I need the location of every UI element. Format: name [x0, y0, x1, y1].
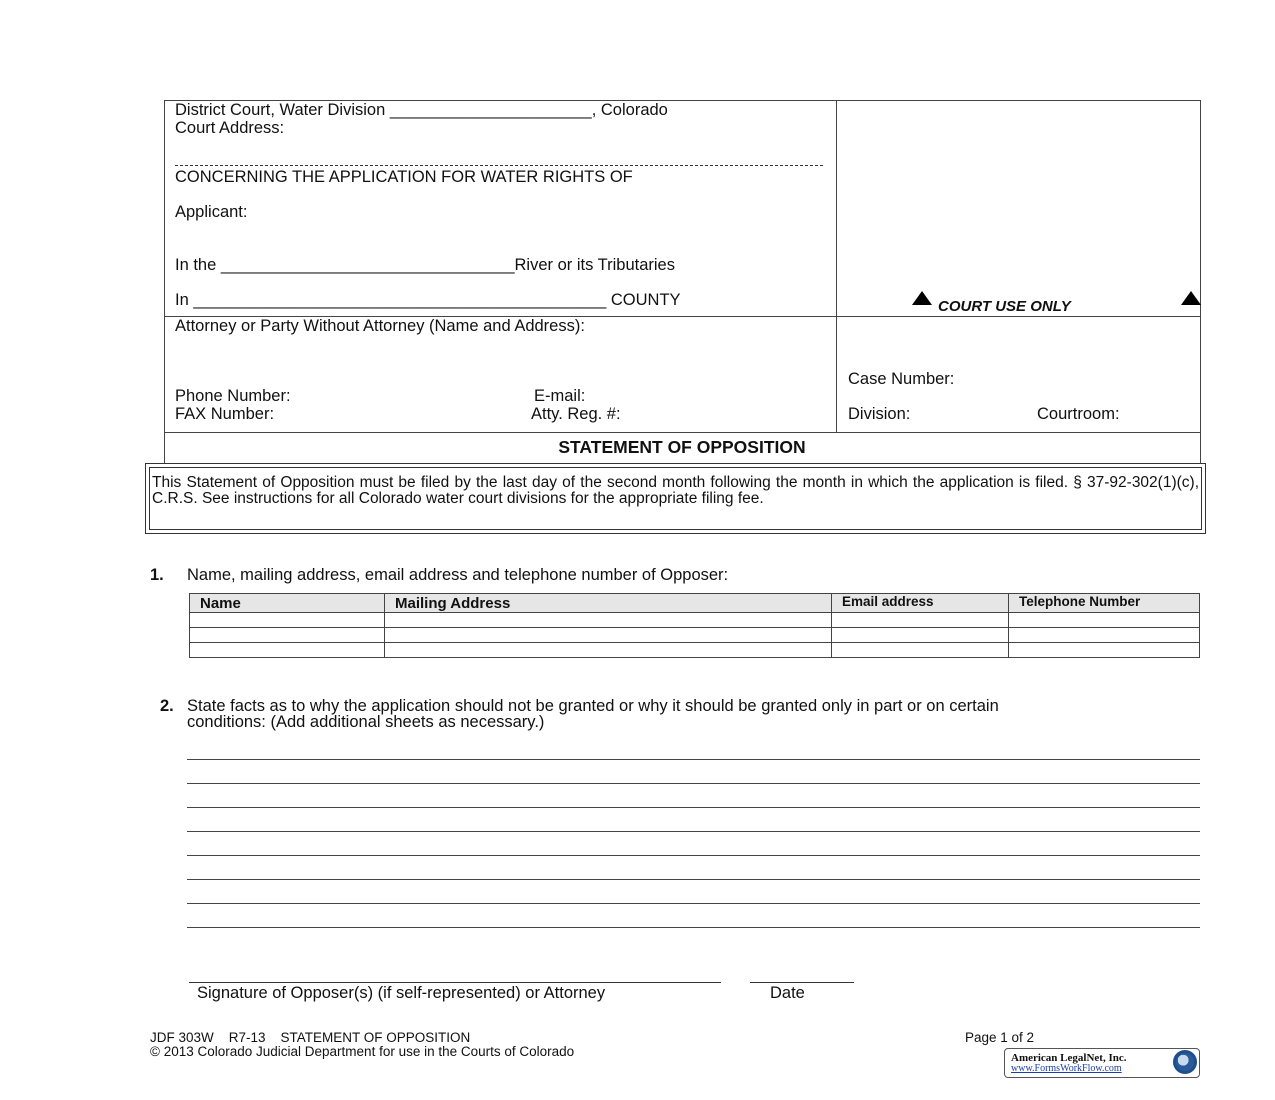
item2-text-line1: State facts as to why the application should not be granted or why it should be granted only in part or on certain — [187, 697, 999, 715]
signature-label: Signature of Opposer(s) (if self-represented) or Attorney — [197, 984, 606, 1002]
court-use-only-label: COURT USE ONLY — [938, 298, 1071, 315]
form-title: STATEMENT OF OPPOSITION — [558, 437, 806, 457]
logo-url[interactable]: www.FormsWorkFlow.com — [1011, 1063, 1122, 1074]
county-line: In _____________________________________________ COUNTY — [175, 291, 681, 309]
up-arrow-left-icon — [912, 291, 932, 305]
opposer-table — [189, 593, 1200, 658]
form-id: JDF 303W R7-13 STATEMENT OF OPPOSITION — [150, 1030, 471, 1045]
facts-line[interactable] — [187, 855, 1200, 856]
copyright: © 2013 Colorado Judicial Department for use in the Courts of Colorado — [150, 1044, 575, 1059]
table-row — [190, 628, 1200, 643]
attorney-label: Attorney or Party Without Attorney (Name and Address): — [175, 317, 585, 335]
table-row — [190, 643, 1200, 658]
case-number-label: Case Number: — [848, 370, 955, 388]
facts-line[interactable] — [187, 927, 1200, 928]
court-address-rule — [175, 165, 823, 166]
email-label: E-mail: — [534, 387, 586, 405]
col-email: Email address — [832, 594, 1009, 613]
date-label: Date — [770, 984, 805, 1002]
cell-email[interactable] — [832, 643, 1009, 658]
phone-label: Phone Number: — [175, 387, 291, 405]
river-line: In the ________________________________River or its Tributaries — [175, 256, 675, 274]
division-label: Division: — [848, 405, 911, 423]
filing-notice-inner-border — [149, 467, 1202, 530]
courtroom-label: Courtroom: — [1037, 405, 1120, 423]
cell-phone[interactable] — [1009, 613, 1200, 628]
item2-text-line2: conditions: (Add additional sheets as necessary.) — [187, 713, 545, 731]
caption-divider-vertical — [836, 100, 837, 432]
globe-icon — [1173, 1050, 1197, 1074]
caption-divider-title — [164, 432, 1200, 433]
date-line[interactable] — [750, 982, 854, 983]
signature-line[interactable] — [189, 982, 721, 983]
facts-line[interactable] — [187, 831, 1200, 832]
cell-email[interactable] — [832, 628, 1009, 643]
cell-address[interactable] — [385, 643, 832, 658]
item1-number: 1. — [150, 566, 164, 584]
page-number: Page 1 of 2 — [965, 1030, 1035, 1045]
applicant-label: Applicant: — [175, 203, 248, 221]
cell-name[interactable] — [190, 628, 385, 643]
concerning-heading: CONCERNING THE APPLICATION FOR WATER RIGHTS OF — [175, 168, 633, 186]
col-telephone: Telephone Number — [1009, 594, 1200, 613]
item1-text: Name, mailing address, email address and telephone number of Opposer: — [187, 566, 729, 584]
cell-name[interactable] — [190, 613, 385, 628]
cell-address[interactable] — [385, 628, 832, 643]
cell-name[interactable] — [190, 643, 385, 658]
up-arrow-right-icon — [1181, 291, 1201, 305]
atty-reg-label: Atty. Reg. #: — [531, 405, 621, 423]
court-address-label: Court Address: — [175, 119, 285, 137]
opposer-table-header — [190, 594, 1200, 613]
fax-label: FAX Number: — [175, 405, 275, 423]
col-name: Name — [190, 594, 385, 613]
filing-notice-text: This Statement of Opposition must be filed by the last day of the second month following the month in which the application is filed. § 37-92-302(1)(c), C.R.S. See instructions for all Colorado water court divisions for the appropriate filing fee. — [152, 474, 1199, 507]
col-mailing-address: Mailing Address — [385, 594, 832, 613]
facts-line[interactable] — [187, 807, 1200, 808]
logo-company-name: American LegalNet, Inc. — [1011, 1052, 1127, 1064]
court-line: District Court, Water Division ______________________, Colorado — [175, 101, 668, 119]
facts-line[interactable] — [187, 903, 1200, 904]
cell-email[interactable] — [832, 613, 1009, 628]
cell-address[interactable] — [385, 613, 832, 628]
cell-phone[interactable] — [1009, 643, 1200, 658]
facts-line[interactable] — [187, 759, 1200, 760]
facts-line[interactable] — [187, 783, 1200, 784]
table-row — [190, 613, 1200, 628]
cell-phone[interactable] — [1009, 628, 1200, 643]
facts-line[interactable] — [187, 879, 1200, 880]
item2-number: 2. — [160, 697, 174, 715]
filing-notice-box — [145, 463, 1206, 534]
american-legalnet-logo[interactable] — [1004, 1048, 1200, 1078]
